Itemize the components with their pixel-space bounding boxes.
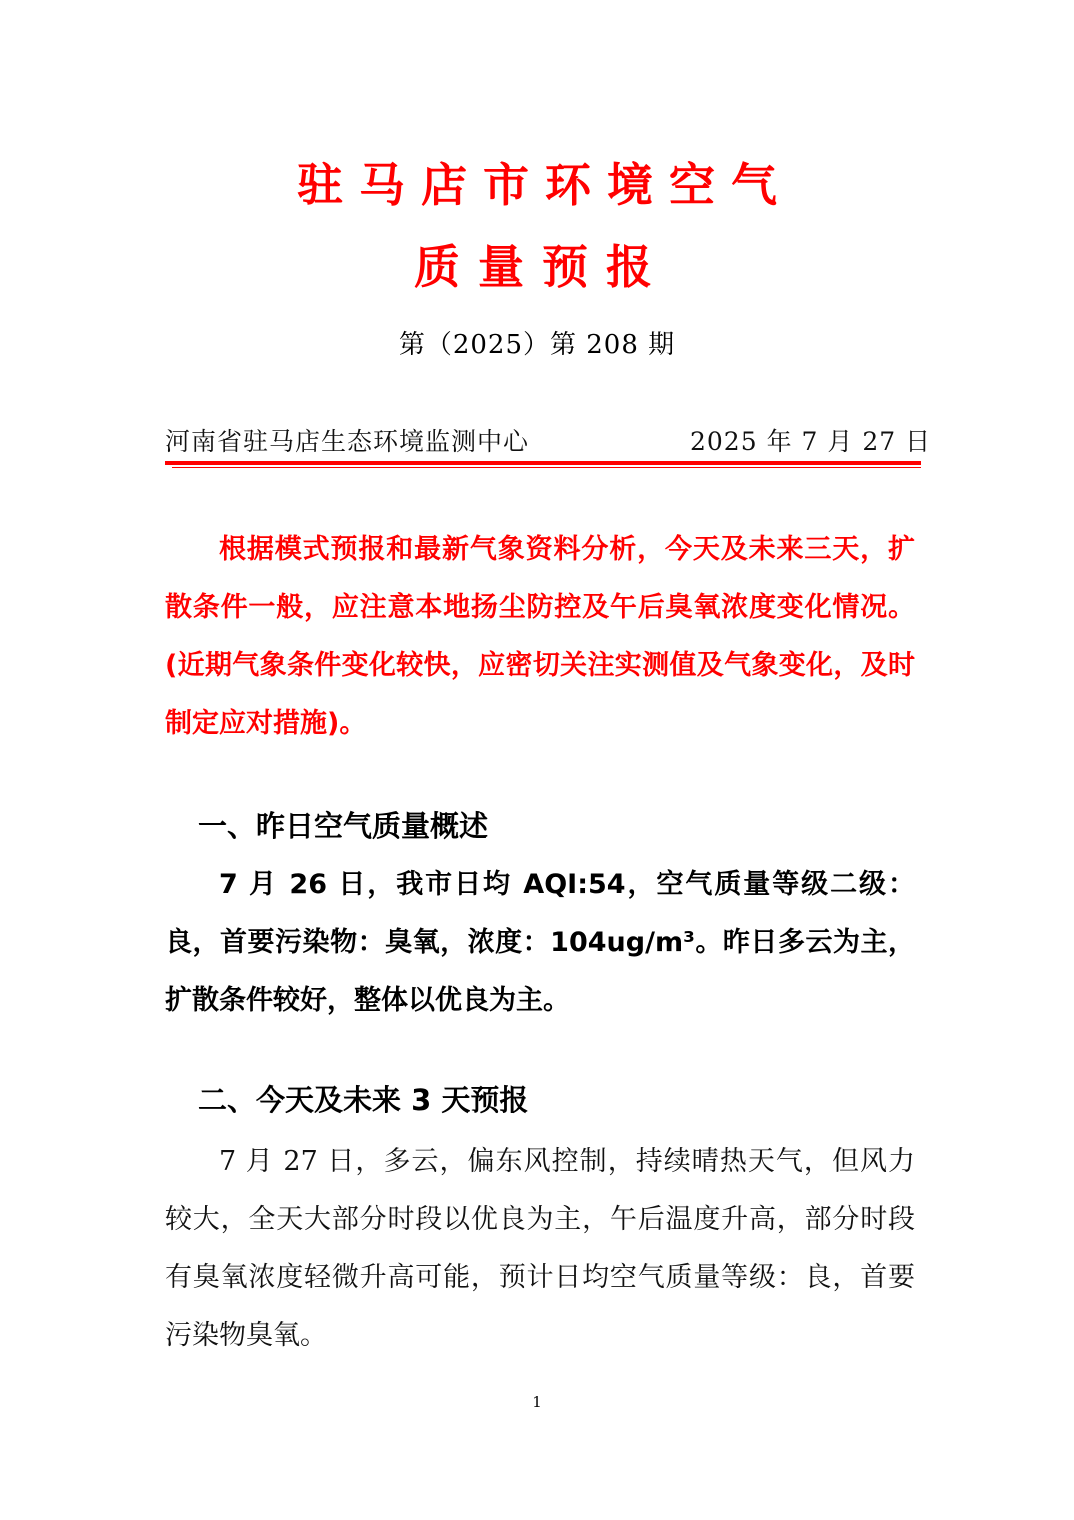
issuer-name: 河南省驻马店生态环境监测中心 <box>165 427 530 456</box>
header-divider-thin <box>172 467 921 468</box>
header-divider-thick <box>165 461 921 465</box>
section-1-heading: 一、昨日空气质量概述 <box>198 809 489 843</box>
document-title-line-1: 驻马店市环境空气 <box>297 158 793 212</box>
section-2-heading: 二、今天及未来 3 天预报 <box>198 1083 529 1117</box>
issue-number: 第（2025）第 208 期 <box>398 330 676 360</box>
document-title-line-2: 质量预报 <box>414 240 670 294</box>
section-2-paragraph: 7 月 27 日，多云，偏东风控制，持续晴热天气，但风力较大，全天大部分时段以优良为主，午后温度升高，部分时段有臭氧浓度轻微升高可能，预计日均空气质量等级：良，首要污染物臭氧。 <box>165 1146 915 1351</box>
issue-date: 2025 年 7 月 27 日 <box>690 427 932 456</box>
summary-paragraph: 根据模式预报和最新气象资料分析，今天及未来三天，扩散条件一般，应注意本地扬尘防控及午后臭氧浓度变化情况。(近期气象条件变化较快，应密切关注实测值及气象变化，及时制定应对措施)。 <box>165 534 915 739</box>
section-1-paragraph: 7 月 26 日，我市日均 AQI:54，空气质量等级二级：良，首要污染物：臭氧，浓度：104ug/m³。昨日多云为主，扩散条件较好，整体以优良为主。 <box>165 869 915 1016</box>
page-number: 1 <box>532 1393 542 1411</box>
